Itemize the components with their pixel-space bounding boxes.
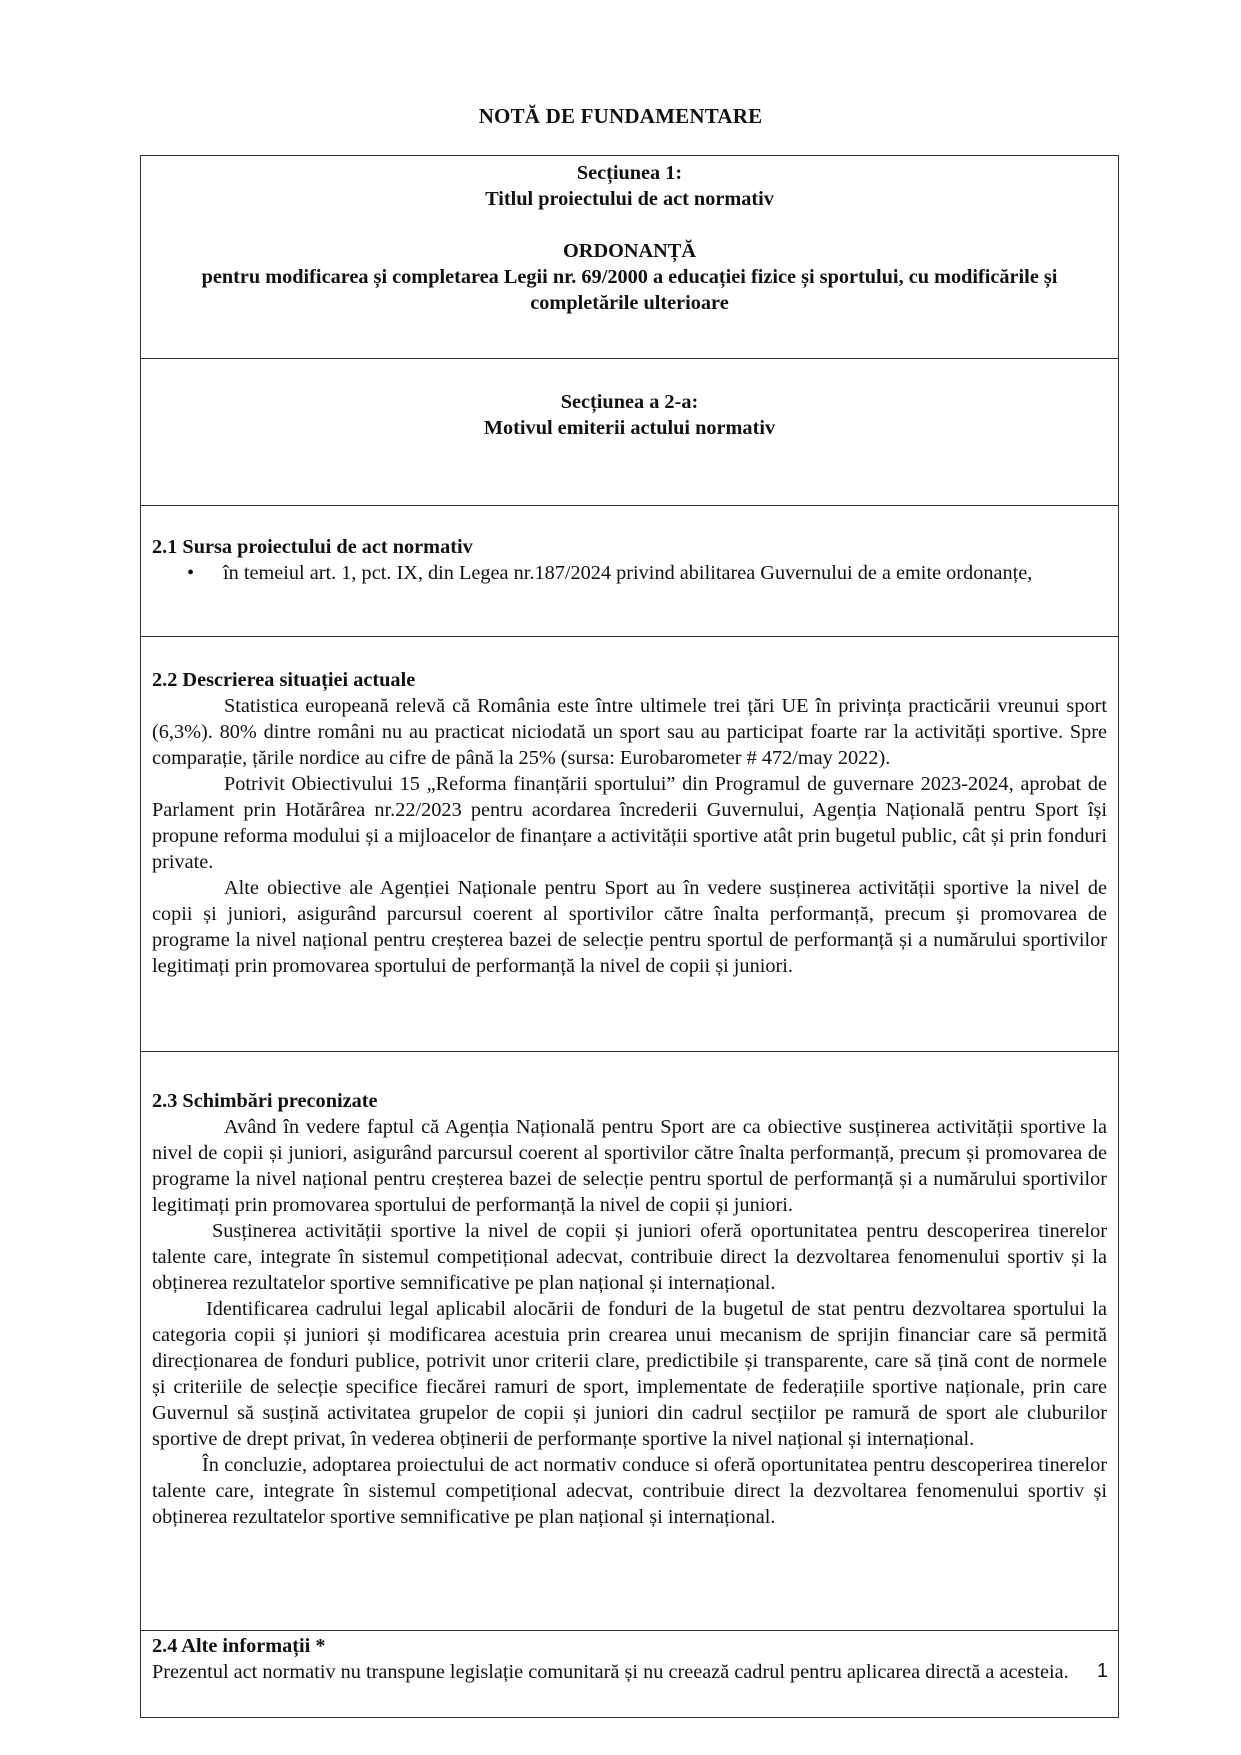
fundamentare-table	[140, 155, 1119, 1718]
subsection-2-2-heading: 2.2 Descrierea situației actuale	[152, 669, 416, 691]
subsection-2-4-cell	[141, 1631, 1119, 1718]
section1-subheading: Titlul proiectului de act normativ	[485, 188, 774, 210]
section2-heading: Secțiunea a 2-a:	[560, 391, 699, 413]
act-title: pentru modificarea și completarea Legii nr. 69/2000 a educației fizice și sportului, cu modificările și completările ulterioare	[201, 266, 1058, 314]
paragraph: Potrivit Obiectivului 15 „Reforma finanțării sportului” din Programul de guvernare 2023-2024, aprobat de Parlament prin Hotărârea nr.22/2023 pentru acordarea încrederii Guvernului, Agenția Națională pentru Sport își propune reforma modului și a mijloacelor de finanțare a activității sportive atât prin bugetul public, cât și prin fonduri private.	[152, 773, 1107, 873]
section1-heading: Secțiunea 1:	[576, 162, 683, 184]
paragraph: Identificarea cadrului legal aplicabil alocării de fonduri de la bugetul de stat pentru dezvoltarea sportului la categoria copii și juniori și modificarea acestuia prin crearea unui mecanism de sprijin financiar care să permită direcționarea de fonduri publice, potrivit unor criterii clare, predictibile și transparente, care să țină cont de normele și criteriile de selecție specifice fiecărei ramuri de sport, implementate de federațiile sportive naționale, prin care Guvernul să susțină activitatea grupelor de copii și juniori din cadrul secțiilor pe ramură de sport ale cluburilor sportive de drept privat, în vederea obținerii de performanțe sportive la nivel național și internațional.	[152, 1298, 1107, 1450]
list-item	[187, 560, 1107, 586]
source-list	[152, 560, 1107, 586]
section2-subheading: Motivul emiterii actului normativ	[483, 417, 776, 439]
paragraph: Susținerea activității sportive la nivel de copii și juniori oferă oportunitatea pentru descoperirea tinerelor talente care, integrate în sistemul competițional adecvat, contribuie direct la dezvoltarea fenomenului sportiv și la obținerea rezultatelor sportive semnificative pe plan național și internațional.	[152, 1220, 1107, 1294]
subsection-2-1-heading: 2.1 Sursa proiectului de act normativ	[152, 536, 473, 558]
subsection-2-4-heading: 2.4 Alte informații *	[152, 1635, 326, 1657]
section1-cell	[141, 156, 1119, 359]
section2-cell	[141, 359, 1119, 506]
paragraph: În concluzie, adoptarea proiectului de act normativ conduce si oferă oportunitatea pentru descoperirea tinerelor talente care, integrate în sistemul competițional adecvat, contribuie direct la dezvoltarea fenomenului sportiv și obținerea rezultatelor sportive semnificative pe plan național și internațional.	[152, 1454, 1107, 1528]
paragraph: Statistica europeană relevă că România este între ultimele trei țări UE în privința practicării vreunui sport (6,3%). 80% dintre români nu au practicat niciodată un sport sau au participat foarte rar la activități sportive. Spre comparație, țările nordice au cifre de până la 25% (sursa: Eurobarometer # 472/may 2022).	[152, 695, 1107, 769]
subsection-2-1-cell	[141, 506, 1119, 637]
paragraph: Alte obiective ale Agenției Naționale pentru Sport au în vedere susținerea activității sportive la nivel de copii și juniori, asigurând parcursul coerent al sportivilor către înalta performanță, precum și promovarea de programe la nivel național pentru creșterea bazei de selecție pentru sportul de performanță și a numărului sportivilor legitimați prin promovarea sportului de performanță la nivel de copii și juniori.	[152, 877, 1107, 977]
subsection-2-3-heading: 2.3 Schimbări preconizate	[152, 1090, 378, 1112]
bullet-icon: •	[187, 562, 195, 584]
document-title: NOTĂ DE FUNDAMENTARE	[478, 104, 763, 128]
paragraph: Prezentul act normativ nu transpune legislație comunitară și nu creează cadrul pentru aplicarea directă a acesteia.	[152, 1661, 1069, 1683]
list-item-text: în temeiul art. 1, pct. IX, din Legea nr.187/2024 privind abilitarea Guvernului de a emite ordonanțe,	[223, 562, 1033, 584]
subsection-2-2-cell	[141, 637, 1119, 1052]
paragraph: Având în vedere faptul că Agenția Națională pentru Sport are ca obiective susținerea activității sportive la nivel de copii și juniori, asigurând parcursul coerent al sportivilor către înalta performanță, precum și promovarea de programe la nivel național pentru creșterea bazei de selecție pentru sportul de performanță și a numărului sportivilor legitimați prin promovarea sportului de performanță la nivel de copii și juniori.	[152, 1116, 1107, 1216]
page-number: 1	[1096, 1660, 1108, 1682]
subsection-2-3-cell	[141, 1052, 1119, 1631]
act-type: ORDONANȚĂ	[563, 240, 696, 262]
